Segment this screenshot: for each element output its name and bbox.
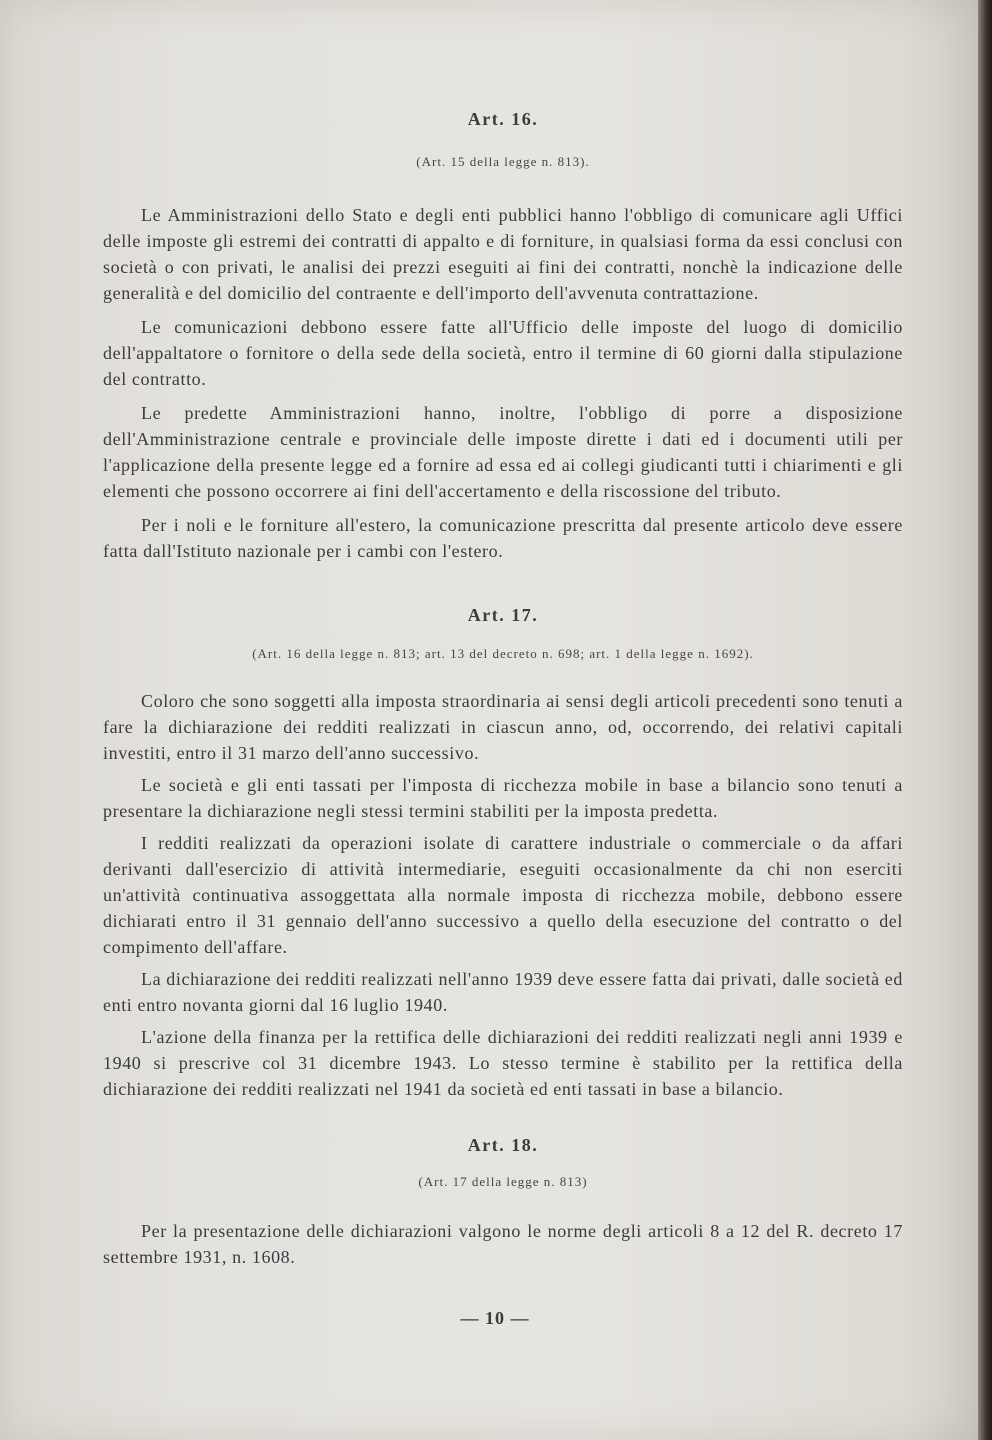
article-reference: (Art. 17 della legge n. 813) xyxy=(418,1174,588,1189)
article-17 xyxy=(103,602,903,1102)
paragraph: Le Amministrazioni dello Stato e degli enti pubblici hanno l'obbligo di comunicare agli Uffici delle imposte gli estremi dei contratti di appalto e di forniture, in qualsiasi forma da essi conclusi con società o con privati, le analisi dei prezzi eseguiti ai fini dei contratti, nonchè la indicazione delle generalità e del domicilio del contraente e dell'importo dell'avvenuta contrattazione. xyxy=(103,205,903,303)
paragraph: Coloro che sono soggetti alla imposta straordinaria ai sensi degli articoli precedenti sono tenuti a fare la dichiarazione dei redditi realizzati in ciascun anno, od, occorrendo, dei relativi capitali investiti, entro il 31 marzo dell'anno successivo. xyxy=(103,691,903,763)
article-16 xyxy=(103,106,903,564)
article-18 xyxy=(103,1132,903,1270)
article-title: Art. 16. xyxy=(467,109,539,129)
paragraph: Le comunicazioni debbono essere fatte all'Ufficio delle imposte del luogo di domicilio dell'appaltatore o fornitore o della sede della società, entro il termine di 60 giorni dalla stipulazione del contratto. xyxy=(103,317,903,389)
paragraph: Le predette Amministrazioni hanno, inoltre, l'obbligo di porre a disposizione dell'Amministrazione centrale e provinciale delle imposte dirette i dati ed i documenti utili per l'applicazione della presente legge ed a fornire ad essa ed ai collegi giudicanti tutti i chiarimenti e gli elementi che possono occorrere ai fini dell'accertamento e della riscossione del tributo. xyxy=(103,403,903,501)
paragraph: I redditi realizzati da operazioni isolate di carattere industriale o commerciale o da affari derivanti dall'esercizio di attività intermediarie, eseguiti occasionalmente da chi non eserciti un'attività continuativa assoggettata alla normale imposta di ricchezza mobile, debbono essere dichiarati entro il 31 gennaio dell'anno successivo a quello della esecuzione del contratto o del compimento dell'affare. xyxy=(103,833,903,957)
book-binding-edge xyxy=(978,0,992,1440)
paragraph: La dichiarazione dei redditi realizzati nell'anno 1939 deve essere fatta dai privati, dalle società ed enti entro novanta giorni dal 16 luglio 1940. xyxy=(103,969,903,1015)
paragraph: Le società e gli enti tassati per l'imposta di ricchezza mobile in base a bilancio sono tenuti a presentare la dichiarazione negli stessi termini stabiliti per la imposta predetta. xyxy=(103,775,903,821)
article-title: Art. 17. xyxy=(467,605,539,625)
page-number: — 10 — xyxy=(460,1308,530,1328)
paragraph: Per i noli e le forniture all'estero, la comunicazione prescritta dal presente articolo deve essere fatta dall'Istituto nazionale per i cambi con l'estero. xyxy=(103,515,903,561)
article-title: Art. 18. xyxy=(467,1135,539,1155)
article-reference: (Art. 16 della legge n. 813; art. 13 del decreto n. 698; art. 1 della legge n. 1692). xyxy=(252,646,754,661)
paragraph: L'azione della finanza per la rettifica delle dichiarazioni dei redditi realizzati negli anni 1939 e 1940 si prescrive col 31 dicembre 1943. Lo stesso termine è stabilito per la rettifica della dichiarazione dei redditi realizzati nel 1941 da società ed enti tassati in base a bilancio. xyxy=(103,1027,903,1099)
paragraph: Per la presentazione delle dichiarazioni valgono le norme degli articoli 8 a 12 del R. decreto 17 settembre 1931, n. 1608. xyxy=(103,1221,903,1267)
page-content xyxy=(103,100,903,1270)
article-reference: (Art. 15 della legge n. 813). xyxy=(416,154,590,169)
